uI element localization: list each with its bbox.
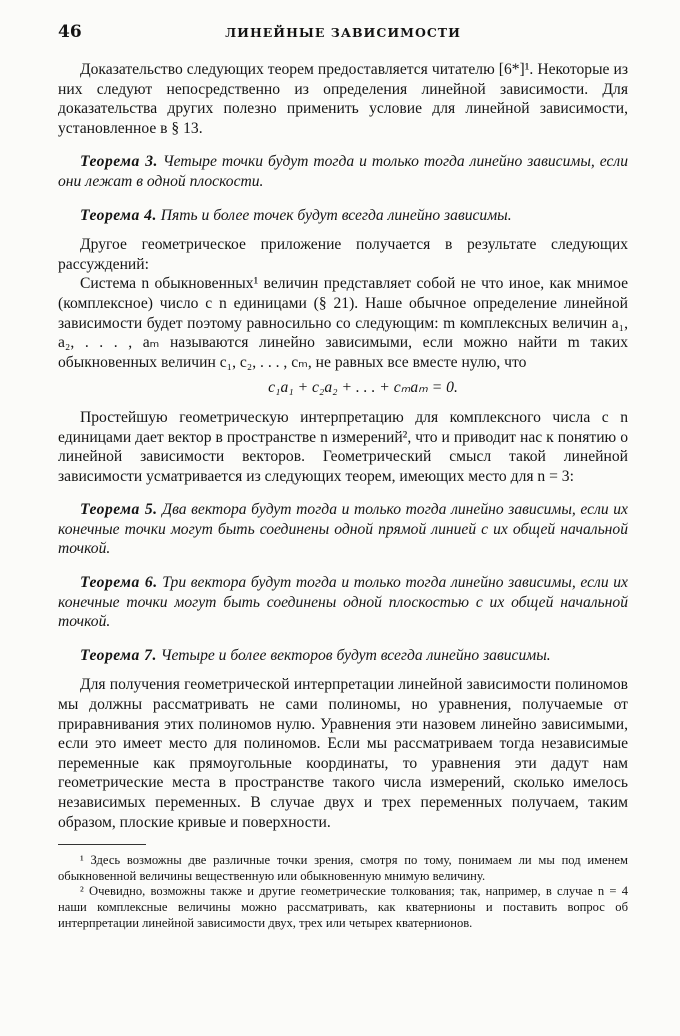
theorem-5-text: Два вектора будут тогда и только тогда линейно зависимы, если их конечные точки могут быть соединены одной прямой линией с их общей начальной точкой. <box>58 501 628 558</box>
theorem-3-title: Теорема 3. <box>80 153 158 171</box>
theorem-3-text: Четыре точки будут тогда и только тогда линейно зависимы, если они лежат в одной плоскости. <box>58 153 628 190</box>
footnote-divider <box>58 844 146 845</box>
page-number: 46 <box>58 22 82 42</box>
running-title: ЛИНЕЙНЫЕ ЗАВИСИМОСТИ <box>225 25 461 40</box>
theorem-4-title: Теорема 4. <box>80 206 157 224</box>
page-header <box>58 22 628 44</box>
theorem-7-text: Четыре и более векторов будут всегда линейно зависимы. <box>156 646 551 664</box>
paragraph-system: Система n обыкновенных¹ величин представляет собой не что иное, как мнимое (комплексное) число с n единицами (§ 21). Наше обычное определение линейной зависимости будет поэтому равносильно со следующим: m комплексных величин a₁, a₂, . . . , aₘ называются линейно зависимыми, если можно найти m таких обыкновенных величин c₁, c₂, . . . , cₘ, не равных все вместе нулю, что <box>58 275 628 371</box>
theorem-4 <box>58 206 628 226</box>
theorem-6-text: Три вектора будут тогда и только тогда линейно зависимы, если их конечные точки могут быть соединены одной плоскостью с их общей начальной точкой. <box>58 574 628 631</box>
theorem-5 <box>58 500 628 559</box>
theorem-4-text: Пять и более точек будут всегда линейно зависимы. <box>156 206 512 224</box>
footnote-2: ² Очевидно, возможны также и другие геометрические толкования; так, например, в случае n = 4 наши комплексные величины можно рассматривать, как кватернионы и поставить вопрос об интерпретации линейной зависимости двух, трех или четырех кватернионов. <box>58 884 628 930</box>
theorem-7-title: Теорема 7. <box>80 646 157 664</box>
theorem-7 <box>58 646 628 666</box>
footnote-1: ¹ Здесь возможны две различные точки зрения, смотря по тому, понимаем ли мы под именем обыкновенной величины вещественную или обыкновенную мнимую величину. <box>58 853 628 883</box>
formula-linear-combination: c₁a₁ + c₂a₂ + . . . + cₘaₘ = 0. <box>268 379 458 397</box>
paragraph-geometric: Другое геометрическое приложение получается в результате следующих рассуждений: <box>58 236 628 273</box>
page-body <box>58 60 628 931</box>
theorem-6-title: Теорема 6. <box>80 574 158 592</box>
paragraph-intro: Доказательство следующих теорем предоставляется читателю [6*]¹. Некоторые из них следуют непосредственно из определения линейной зависимости. Для доказательства других полезно применить условие для линейной зависимости, установленное в § 13. <box>58 61 628 137</box>
theorem-3 <box>58 152 628 191</box>
paragraph-polynomials: Для получения геометрической интерпретации линейной зависимости полиномов мы должны рассматривать не сами полиномы, но уравнения, получаемые от приравнивания этих полиномов нулю. Уравнения эти назовем линейно зависимыми, если это имеет место для полиномов. Если мы рассматриваем тогда независимые переменные как прямоугольные координаты, то уравнения эти дадут нам геометрические места в пространстве такого числа измерений, сколько имелось независимых переменных. В случае двух и трех переменных получаем, таким образом, плоские кривые и поверхности. <box>58 676 628 831</box>
theorem-6 <box>58 573 628 632</box>
paragraph-interpretation: Простейшую геометрическую интерпретацию для комплексного числа с n единицами дает вектор в пространстве n измерений², что и приводит нас к понятию о линейной зависимости векторов. Геометрический смысл такой линейной зависимости усматривается из следующих теорем, имеющих место для n = 3: <box>58 408 628 485</box>
theorem-5-title: Теорема 5. <box>80 501 158 519</box>
